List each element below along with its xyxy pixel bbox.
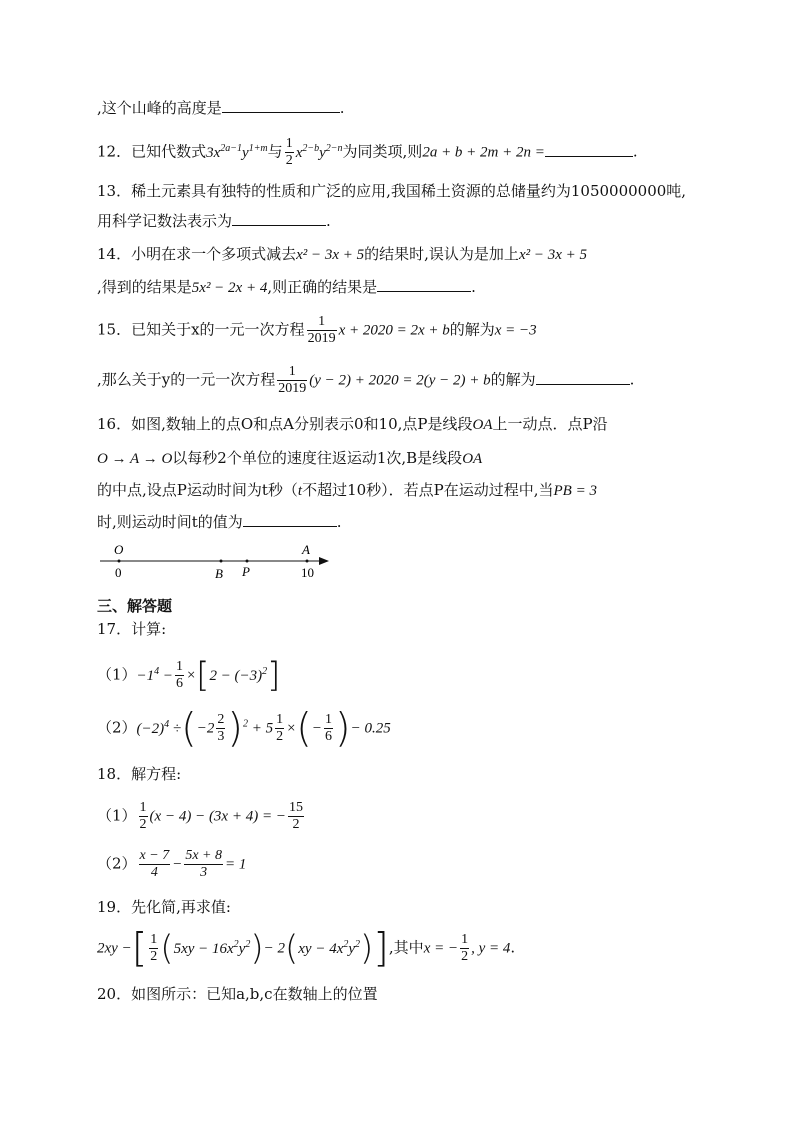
q19-expression: 2xy −[ $\frac{1}{2}$ $(5xy - 16x^2y^2)- 2(xy - 4x^2y^2)$],其中x = − $\frac{1}{2}$ , y = 4. [97,925,516,972]
label-a: A [302,542,310,557]
q15-line2: ,那么关于y的一元一次方程 $\frac{1}{2019}$ (y − 2) + 2020 = 2(y − 2) + b的解为 . [97,364,635,396]
label-b: B [215,566,223,581]
point-a-dot [306,560,309,563]
tick-0: 0 [115,565,122,580]
q18-part1: （1） $\frac{1}{2}$ (x − 4) − (3x + 4) = − $\frac{15}{2}$ [97,800,303,832]
fraction: $\frac{1}{2019}$ [278,364,307,396]
q16-line4: 时,则运动时间t的值为 . [97,513,342,531]
q18-title: 18．解方程: [97,765,182,783]
point-p-dot [246,560,249,563]
q12-term1: $3x^{2a-1}y^{1+m}$ [206,142,268,161]
q12-term2: $x^{2-b}y^{2-n}$ [295,142,343,161]
answer-blank [377,277,471,292]
fraction: $\frac{1}{2}$ [139,800,147,832]
q-prev-line: ,这个山峰的高度是 . [97,99,345,117]
q16-line1: 16．如图,数轴上的点O和点A分别表示0和10,点P是线段OA上一动点．点P沿 [97,415,608,433]
fraction: $\frac{1}{2}$ [276,712,284,744]
answer-blank [536,370,630,385]
q16-line3: 的中点,设点P运动时间为t秒（t不超过10秒）．若点P在运动过程中,当PB = 3 [97,481,597,499]
q17-title: 17．计算: [97,620,167,638]
label-p: P [242,564,250,579]
fraction: $\frac{x - 7}{4}$ [139,848,170,880]
answer-blank [243,512,337,527]
label-o: O [114,542,124,557]
answer-blank [232,211,326,226]
q18-part2: （2） $\frac{x - 7}{4}$ − $\frac{5x + 8}{3}$ = 1 [97,848,247,880]
point-o-dot [118,560,121,563]
fraction: $\frac{15}{2}$ [288,800,303,832]
q16-line2: O → A → O以每秒2个单位的速度往返运动1次,B是线段OA [97,449,483,467]
number-line-figure [95,540,335,582]
fraction: $\frac{1}{2}$ [150,932,158,964]
tick-10: 10 [301,565,314,580]
fraction: $\frac{2}{3}$ [217,712,225,744]
q17-part1: $(1)-1^4$ − $\frac{1}{6}$ $\times[2 - (-3)^2]$ [97,655,281,696]
section-heading: 三、解答题 [97,597,173,615]
answer-blank [222,98,340,113]
q19-title: 19．先化简,再求值: [97,898,231,916]
q13-line1: 13．稀土元素具有独特的性质和广泛的应用,我国稀土资源的总储量约为1050000000吨, [97,182,687,200]
q13-line2: 用科学记数法表示为 . [97,212,331,230]
q12-line: 12．已知代数式$3x^{2a-1}y^{1+m}$与 $\frac{1}{2}$ $x^{2-b}y^{2-n}$为同类项,则2a + b + 2m + 2n = . [97,136,638,168]
fraction: $\frac{1}{6}$ [176,659,184,691]
q17-part2: $(2)(-2)^4 \div(-2$ $\frac{2}{3}$ )$^2$ + 5 $\frac{1}{2}$ ×(− $\frac{1}{6}$ )− 0.25 [97,705,391,752]
answer-blank [545,142,633,157]
fraction: $\frac{1}{2}$ [285,136,293,168]
fraction: $\frac{1}{2019}$ [307,314,336,346]
fraction: $\frac{5x + 8}{3}$ [185,848,223,880]
q14-line2: ,得到的结果是5x² − 2x + 4,则正确的结果是 . [97,278,476,296]
q14-line1: 14．小明在求一个多项式减去x² − 3x + 5的结果时,误认为是加上x² − 3x + 5 [97,245,587,263]
fraction: $\frac{1}{6}$ [324,712,332,744]
q15-line1: 15．已知关于x的一元一次方程 $\frac{1}{2019}$ x + 2020 = 2x + b的解为x = −3 [97,314,537,346]
fraction: $\frac{1}{2}$ [461,932,469,964]
arrow-head-icon [319,557,329,565]
point-b-dot [220,560,223,563]
q20-line: 20．如图所示：已知a,b,c在数轴上的位置 [97,985,378,1003]
